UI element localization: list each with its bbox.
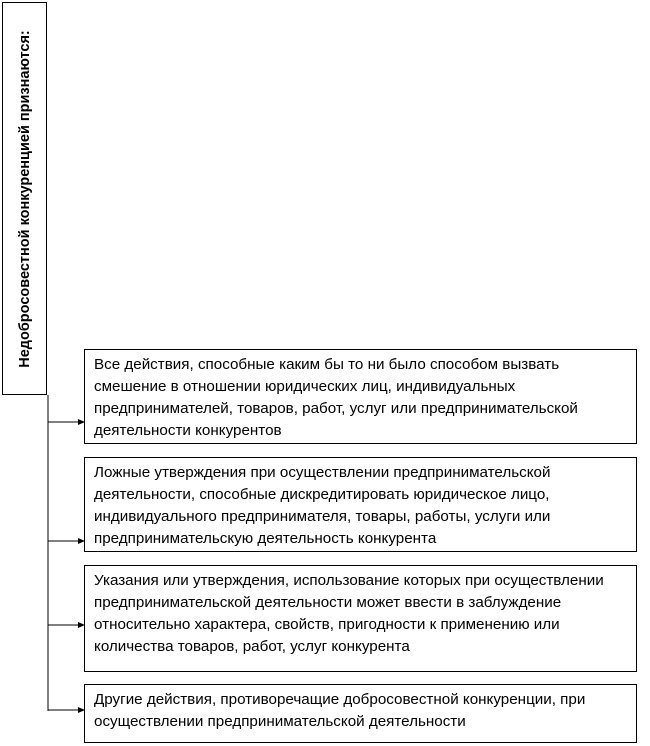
root-label: Недобросовестной конкуренцией признаются: [16, 29, 33, 368]
item-1-line-3: предпринимателей, товаров, работ, услуг или предпринимательской [94, 400, 578, 417]
item-4-line-1: Другие действия, противоречащие добросовестной конкуренции, при [94, 691, 586, 708]
arrow-2 [48, 538, 85, 544]
item-3-line-2: предпринимательской деятельности может ввести в заблуждение [94, 594, 562, 611]
item-box-3 [84, 565, 637, 672]
item-box-2 [84, 457, 637, 552]
item-3-line-3: относительно характера, свойств, пригодности к применению или [94, 616, 560, 633]
item-3-line-4: количества товаров, работ, услуг конкурента [94, 638, 410, 655]
item-1-line-4: деятельности конкурентов [94, 422, 282, 439]
item-2-line-4: предпринимательскую деятельность конкурента [94, 530, 437, 547]
item-2-line-2: деятельности, способные дискредитировать юридическое лицо, [94, 486, 550, 503]
arrow-4 [48, 707, 85, 713]
arrow-3 [48, 622, 85, 628]
item-box-4 [84, 684, 637, 743]
arrow-1 [48, 419, 85, 425]
item-2-line-3: индивидуального предпринимателя, товары, работы, услуги или [94, 508, 551, 525]
item-1-line-1: Все действия, способные каким бы то ни было способом вызвать [94, 356, 560, 373]
item-3-line-1: Указания или утверждения, использование которых при осуществлении [94, 572, 604, 589]
item-2-line-1: Ложные утверждения при осуществлении предпринимательской [94, 464, 551, 481]
item-box-1 [84, 349, 637, 444]
item-1-line-2: смешение в отношении юридических лиц, индивидуальных [94, 378, 516, 395]
root-box [2, 2, 47, 395]
item-4-line-2: осуществлении предпринимательской деятельности [94, 713, 466, 730]
